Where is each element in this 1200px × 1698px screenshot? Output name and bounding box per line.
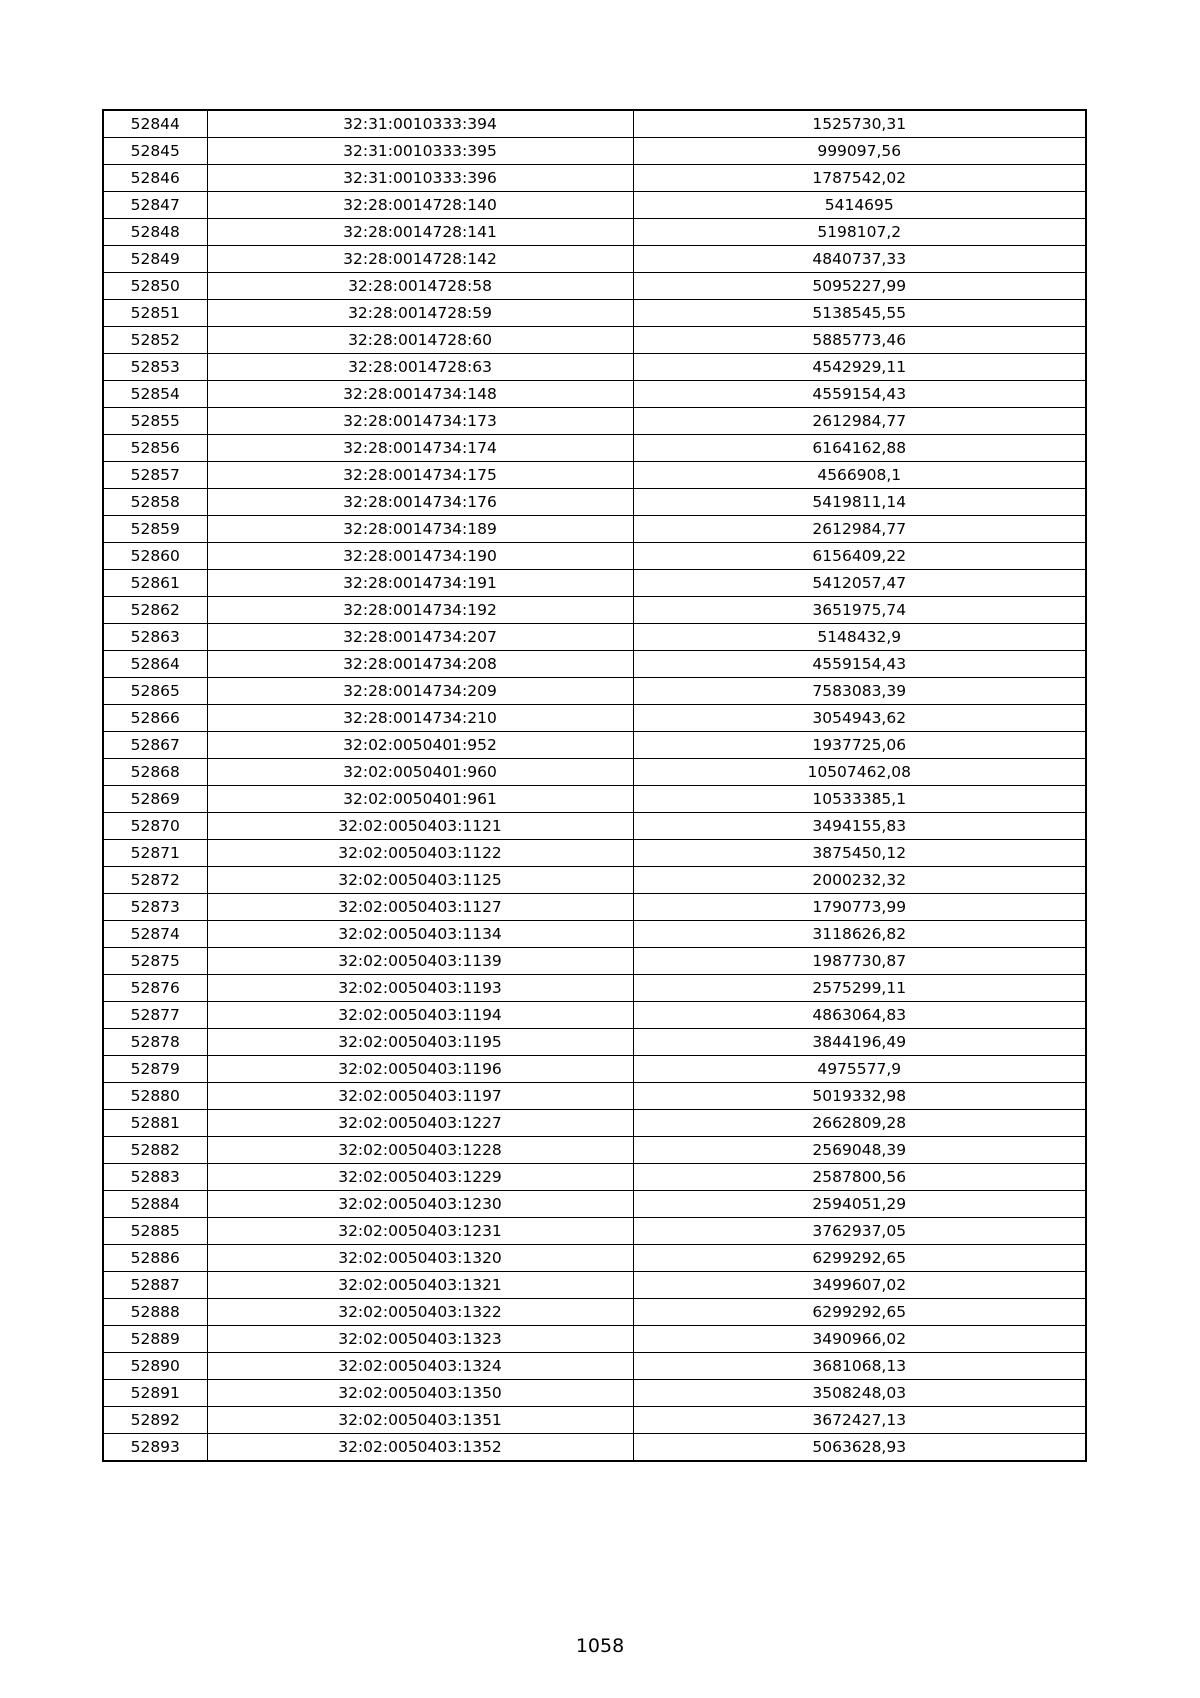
row-number-cell: 52869 [103,786,207,813]
cadastral-number-cell: 32:02:0050403:1194 [207,1002,633,1029]
table-row [103,219,1086,246]
row-number-cell: 52893 [103,1434,207,1462]
table-row [103,1272,1086,1299]
table-row [103,462,1086,489]
cadastral-number-cell: 32:02:0050401:952 [207,732,633,759]
cadastral-number-cell: 32:28:0014734:176 [207,489,633,516]
table-row [103,1083,1086,1110]
value-cell: 1987730,87 [633,948,1086,975]
value-cell: 5148432,9 [633,624,1086,651]
cadastral-number-cell: 32:28:0014734:175 [207,462,633,489]
value-cell: 5095227,99 [633,273,1086,300]
row-number-cell: 52892 [103,1407,207,1434]
cadastral-number-cell: 32:02:0050403:1324 [207,1353,633,1380]
value-cell: 10533385,1 [633,786,1086,813]
table-row [103,1218,1086,1245]
table-row [103,894,1086,921]
value-cell: 2575299,11 [633,975,1086,1002]
row-number-cell: 52847 [103,192,207,219]
value-cell: 4559154,43 [633,651,1086,678]
value-cell: 2594051,29 [633,1191,1086,1218]
table-row [103,408,1086,435]
row-number-cell: 52874 [103,921,207,948]
value-cell: 2662809,28 [633,1110,1086,1137]
row-number-cell: 52849 [103,246,207,273]
cadastral-number-cell: 32:02:0050403:1320 [207,1245,633,1272]
table-row [103,165,1086,192]
table-row [103,300,1086,327]
value-cell: 6156409,22 [633,543,1086,570]
value-cell: 3499607,02 [633,1272,1086,1299]
cadastral-number-cell: 32:02:0050403:1350 [207,1380,633,1407]
cadastral-number-cell: 32:02:0050401:961 [207,786,633,813]
cadastral-number-cell: 32:28:0014734:174 [207,435,633,462]
table-row [103,1137,1086,1164]
row-number-cell: 52858 [103,489,207,516]
value-cell: 3762937,05 [633,1218,1086,1245]
table-row [103,867,1086,894]
value-cell: 1787542,02 [633,165,1086,192]
value-cell: 4863064,83 [633,1002,1086,1029]
table-row [103,1326,1086,1353]
row-number-cell: 52868 [103,759,207,786]
row-number-cell: 52863 [103,624,207,651]
cadastral-number-cell: 32:02:0050403:1134 [207,921,633,948]
row-number-cell: 52857 [103,462,207,489]
value-cell: 4975577,9 [633,1056,1086,1083]
table-row [103,948,1086,975]
row-number-cell: 52881 [103,1110,207,1137]
cadastral-number-cell: 32:02:0050403:1125 [207,867,633,894]
cadastral-number-cell: 32:28:0014728:140 [207,192,633,219]
row-number-cell: 52862 [103,597,207,624]
cadastral-number-cell: 32:28:0014734:148 [207,381,633,408]
row-number-cell: 52854 [103,381,207,408]
cadastral-number-cell: 32:31:0010333:394 [207,110,633,138]
value-cell: 3494155,83 [633,813,1086,840]
row-number-cell: 52891 [103,1380,207,1407]
cadastral-number-cell: 32:02:0050403:1127 [207,894,633,921]
table-row [103,1407,1086,1434]
row-number-cell: 52870 [103,813,207,840]
row-number-cell: 52880 [103,1083,207,1110]
value-cell: 4566908,1 [633,462,1086,489]
value-cell: 1790773,99 [633,894,1086,921]
value-cell: 999097,56 [633,138,1086,165]
cadastral-number-cell: 32:28:0014734:208 [207,651,633,678]
cadastral-number-cell: 32:02:0050403:1351 [207,1407,633,1434]
row-number-cell: 52884 [103,1191,207,1218]
row-number-cell: 52877 [103,1002,207,1029]
table-row [103,543,1086,570]
table-row [103,840,1086,867]
value-cell: 5019332,98 [633,1083,1086,1110]
cadastral-number-cell: 32:02:0050403:1230 [207,1191,633,1218]
cadastral-number-cell: 32:28:0014734:173 [207,408,633,435]
value-cell: 2000232,32 [633,867,1086,894]
value-cell: 5198107,2 [633,219,1086,246]
cadastral-number-cell: 32:02:0050403:1227 [207,1110,633,1137]
table-row [103,327,1086,354]
row-number-cell: 52844 [103,110,207,138]
row-number-cell: 52848 [103,219,207,246]
table-row [103,246,1086,273]
table-row [103,1029,1086,1056]
value-cell: 3875450,12 [633,840,1086,867]
table-row [103,1056,1086,1083]
row-number-cell: 52861 [103,570,207,597]
row-number-cell: 52865 [103,678,207,705]
cadastral-number-cell: 32:28:0014734:207 [207,624,633,651]
row-number-cell: 52886 [103,1245,207,1272]
row-number-cell: 52867 [103,732,207,759]
table-row [103,1110,1086,1137]
table-row [103,489,1086,516]
table-row [103,381,1086,408]
row-number-cell: 52887 [103,1272,207,1299]
value-cell: 2569048,39 [633,1137,1086,1164]
row-number-cell: 52888 [103,1299,207,1326]
table-row [103,651,1086,678]
row-number-cell: 52885 [103,1218,207,1245]
table-row [103,1245,1086,1272]
cadastral-number-cell: 32:28:0014728:63 [207,354,633,381]
row-number-cell: 52846 [103,165,207,192]
row-number-cell: 52866 [103,705,207,732]
table-row [103,921,1086,948]
cadastral-number-cell: 32:02:0050403:1229 [207,1164,633,1191]
value-cell: 3054943,62 [633,705,1086,732]
table-body [103,110,1086,1461]
value-cell: 2587800,56 [633,1164,1086,1191]
row-number-cell: 52878 [103,1029,207,1056]
page-number: 1058 [575,1635,625,1657]
value-cell: 5412057,47 [633,570,1086,597]
cadastral-number-cell: 32:02:0050403:1195 [207,1029,633,1056]
row-number-cell: 52855 [103,408,207,435]
table-row [103,1191,1086,1218]
cadastral-number-cell: 32:28:0014734:191 [207,570,633,597]
cadastral-number-cell: 32:28:0014734:189 [207,516,633,543]
cadastral-number-cell: 32:28:0014734:209 [207,678,633,705]
table-row [103,813,1086,840]
table-row [103,1434,1086,1462]
row-number-cell: 52883 [103,1164,207,1191]
table-row [103,435,1086,462]
value-cell: 10507462,08 [633,759,1086,786]
cadastral-number-cell: 32:02:0050403:1121 [207,813,633,840]
row-number-cell: 52876 [103,975,207,1002]
value-cell: 4542929,11 [633,354,1086,381]
cadastral-number-cell: 32:28:0014734:190 [207,543,633,570]
row-number-cell: 52853 [103,354,207,381]
row-number-cell: 52872 [103,867,207,894]
row-number-cell: 52856 [103,435,207,462]
row-number-cell: 52873 [103,894,207,921]
cadastral-number-cell: 32:28:0014728:141 [207,219,633,246]
row-number-cell: 52852 [103,327,207,354]
cadastral-number-cell: 32:28:0014734:210 [207,705,633,732]
value-cell: 5885773,46 [633,327,1086,354]
row-number-cell: 52851 [103,300,207,327]
value-cell: 5414695 [633,192,1086,219]
cadastral-number-cell: 32:28:0014728:59 [207,300,633,327]
row-number-cell: 52889 [103,1326,207,1353]
cadastral-number-cell: 32:02:0050403:1139 [207,948,633,975]
row-number-cell: 52879 [103,1056,207,1083]
value-cell: 3844196,49 [633,1029,1086,1056]
value-cell: 3118626,82 [633,921,1086,948]
table-row [103,1002,1086,1029]
table-row [103,597,1086,624]
value-cell: 7583083,39 [633,678,1086,705]
row-number-cell: 52871 [103,840,207,867]
cadastral-number-cell: 32:31:0010333:396 [207,165,633,192]
value-cell: 5419811,14 [633,489,1086,516]
cadastral-number-cell: 32:28:0014728:58 [207,273,633,300]
cadastral-number-cell: 32:28:0014728:60 [207,327,633,354]
cadastral-number-cell: 32:31:0010333:395 [207,138,633,165]
cadastral-number-cell: 32:02:0050403:1228 [207,1137,633,1164]
table-row [103,354,1086,381]
cadastral-number-cell: 32:02:0050401:960 [207,759,633,786]
table-row [103,1353,1086,1380]
row-number-cell: 52875 [103,948,207,975]
value-cell: 6299292,65 [633,1299,1086,1326]
row-number-cell: 52860 [103,543,207,570]
table-row [103,624,1086,651]
table-row [103,1380,1086,1407]
value-cell: 6164162,88 [633,435,1086,462]
value-cell: 4840737,33 [633,246,1086,273]
cadastral-number-cell: 32:02:0050403:1321 [207,1272,633,1299]
table-row [103,192,1086,219]
value-cell: 3672427,13 [633,1407,1086,1434]
table-row [103,759,1086,786]
table-row [103,570,1086,597]
row-number-cell: 52859 [103,516,207,543]
table-row [103,1164,1086,1191]
cadastral-number-cell: 32:28:0014728:142 [207,246,633,273]
cadastral-number-cell: 32:02:0050403:1231 [207,1218,633,1245]
value-cell: 6299292,65 [633,1245,1086,1272]
table-row [103,678,1086,705]
cadastral-number-cell: 32:02:0050403:1323 [207,1326,633,1353]
value-cell: 3508248,03 [633,1380,1086,1407]
table-row [103,732,1086,759]
value-cell: 4559154,43 [633,381,1086,408]
cadastral-number-cell: 32:02:0050403:1322 [207,1299,633,1326]
table-row [103,1299,1086,1326]
value-cell: 5138545,55 [633,300,1086,327]
row-number-cell: 52864 [103,651,207,678]
table-row [103,273,1086,300]
value-cell: 3681068,13 [633,1353,1086,1380]
cadastral-number-cell: 32:02:0050403:1196 [207,1056,633,1083]
row-number-cell: 52882 [103,1137,207,1164]
value-cell: 5063628,93 [633,1434,1086,1462]
table-row [103,110,1086,138]
cadastral-number-cell: 32:02:0050403:1352 [207,1434,633,1462]
row-number-cell: 52890 [103,1353,207,1380]
value-cell: 1937725,06 [633,732,1086,759]
table-row [103,516,1086,543]
value-cell: 1525730,31 [633,110,1086,138]
cadastral-value-table [102,109,1087,1462]
table-row [103,786,1086,813]
cadastral-number-cell: 32:02:0050403:1193 [207,975,633,1002]
cadastral-number-cell: 32:28:0014734:192 [207,597,633,624]
table-row [103,138,1086,165]
row-number-cell: 52850 [103,273,207,300]
table-row [103,975,1086,1002]
value-cell: 2612984,77 [633,516,1086,543]
table-row [103,705,1086,732]
cadastral-number-cell: 32:02:0050403:1122 [207,840,633,867]
row-number-cell: 52845 [103,138,207,165]
value-cell: 3651975,74 [633,597,1086,624]
cadastral-number-cell: 32:02:0050403:1197 [207,1083,633,1110]
value-cell: 3490966,02 [633,1326,1086,1353]
value-cell: 2612984,77 [633,408,1086,435]
